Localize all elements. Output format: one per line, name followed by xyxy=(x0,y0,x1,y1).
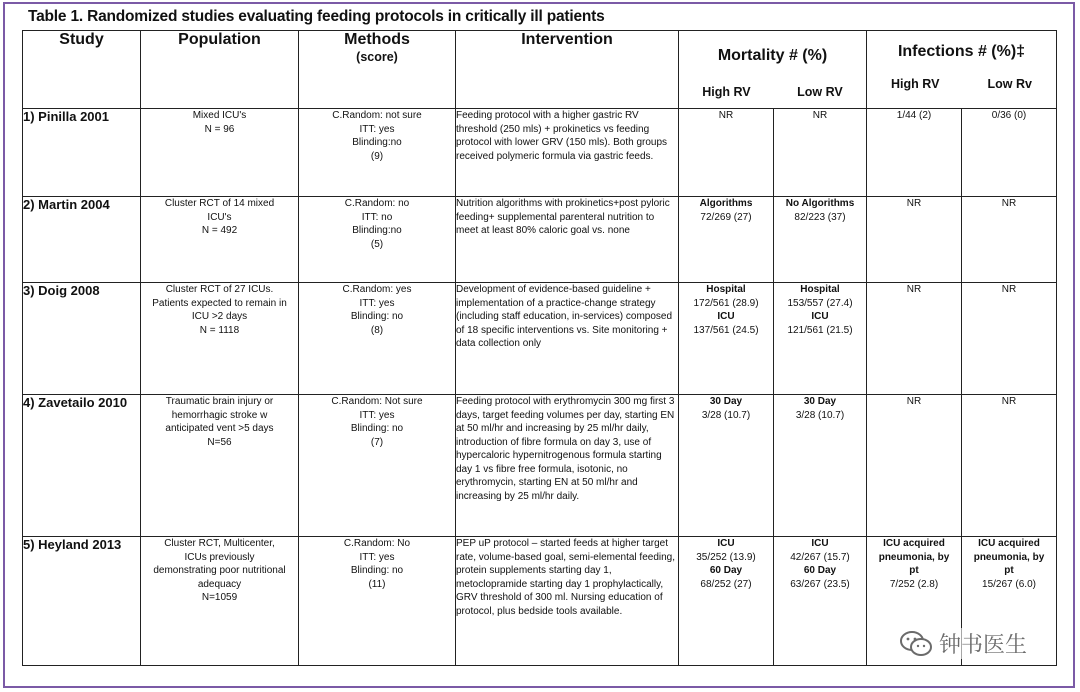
table-row xyxy=(23,109,1057,197)
methods-line: C.Random: Not sure xyxy=(331,396,423,407)
outcome-line: 60 Day xyxy=(709,565,743,576)
population-cell xyxy=(141,395,299,537)
population-line: Cluster RCT of 27 ICUs. xyxy=(165,284,274,295)
header-infections-low-rv: Low Rv xyxy=(987,77,1032,91)
outcome-line: 121/561 (21.5) xyxy=(787,324,853,336)
methods-line: C.Random: yes xyxy=(342,284,412,295)
methods-line: Blinding: no xyxy=(350,423,404,434)
watermark xyxy=(895,628,1031,659)
population-line: hemorrhagic stroke w xyxy=(171,409,268,421)
intervention-cell: PEP uP protocol – started feeds at higher target rate, volume-based goal, semi-elemental feeding, protein supplements starting day 1, metoclopramide starting day 1 prophylactically, GRV threshold of 300 ml. Nursing education of protocol, plus bedside tools available. xyxy=(456,537,679,666)
outcome-line: ICU acquired xyxy=(978,538,1040,549)
header-population: Population xyxy=(141,31,299,109)
outcome-line: 72/269 (27) xyxy=(700,211,752,223)
mortality-low-rv-cell xyxy=(774,197,867,283)
study-cell: 5) Heyland 2013 xyxy=(23,537,141,666)
outcome-line: 15/267 (6.0) xyxy=(982,578,1036,590)
outcome-line: ICU xyxy=(811,311,829,322)
outcome-line: NR xyxy=(1001,396,1017,407)
outcome-line: pt xyxy=(909,565,919,576)
study-cell: 2) Martin 2004 xyxy=(23,197,141,283)
methods-line: Blinding: no xyxy=(350,565,404,576)
infections-high-rv-cell xyxy=(867,283,962,395)
watermark-text: 钟书医生 xyxy=(939,632,1028,657)
header-mortality-group xyxy=(679,31,867,109)
header-study: Study xyxy=(23,31,141,109)
outcome-line: 1/44 (2) xyxy=(896,110,932,121)
outcome-line: NR xyxy=(1001,284,1017,295)
outcome-line: NR xyxy=(718,110,734,121)
population-line: ICU's xyxy=(207,211,232,223)
infections-low-rv-cell xyxy=(962,283,1057,395)
intervention-cell: Development of evidence-based guideline + implementation of a practice-change strategy (including staff education, in-services) composed of 18 specific interventions vs. Site monitoring + data collection only xyxy=(456,283,679,395)
methods-line: ITT: yes xyxy=(359,409,395,421)
outcome-line: NR xyxy=(906,198,922,209)
header-methods-label: Methods xyxy=(344,31,410,48)
outcome-line: 63/267 (23.5) xyxy=(790,578,850,590)
methods-line: (5) xyxy=(370,238,384,250)
outcome-line: 3/28 (10.7) xyxy=(701,409,751,421)
outcome-line: NR xyxy=(906,396,922,407)
outcome-line: 68/252 (27) xyxy=(700,578,752,590)
header-mortality: Mortality # (%) xyxy=(717,47,828,64)
header-mortality-low-rv: Low RV xyxy=(797,85,843,99)
outcome-line: 153/557 (27.4) xyxy=(787,297,853,309)
outcome-line: ICU xyxy=(717,538,735,549)
mortality-low-rv-cell xyxy=(774,537,867,666)
methods-cell xyxy=(299,395,456,537)
methods-line: ITT: yes xyxy=(359,123,395,135)
outcome-line: 30 Day xyxy=(803,396,837,407)
methods-line: (7) xyxy=(370,436,384,448)
outcome-line: 7/252 (2.8) xyxy=(889,578,939,590)
outcome-line: NR xyxy=(812,110,828,121)
population-line: ICUs previously xyxy=(184,551,255,563)
population-cell xyxy=(141,197,299,283)
population-line: N=56 xyxy=(207,436,232,448)
population-line: N = 1118 xyxy=(199,324,240,336)
methods-cell xyxy=(299,109,456,197)
header-infections-high-rv: High RV xyxy=(891,77,940,91)
header-methods xyxy=(299,31,456,109)
header-intervention: Intervention xyxy=(456,31,679,109)
population-line: N = 492 xyxy=(201,225,238,236)
methods-line: Blinding: no xyxy=(350,311,404,322)
outcome-line: 35/252 (13.9) xyxy=(696,551,756,563)
population-line: Cluster RCT, Multicenter, xyxy=(164,538,275,549)
table-row xyxy=(23,197,1057,283)
outcome-line: NR xyxy=(906,284,922,295)
methods-line: (11) xyxy=(368,578,386,590)
table-title: Table 1. Randomized studies evaluating feeding protocols in critically ill patients xyxy=(28,8,605,25)
methods-line: (9) xyxy=(370,150,384,162)
intervention-cell: Nutrition algorithms with prokinetics+post pyloric feeding+ supplemental parenteral nutrition to meet at least 80% caloric goal vs. none xyxy=(456,197,679,283)
mortality-low-rv-cell xyxy=(774,109,867,197)
population-line: Patients expected to remain in xyxy=(152,297,287,309)
infections-low-rv-cell xyxy=(962,109,1057,197)
methods-line: C.Random: no xyxy=(344,198,410,209)
mortality-high-rv-cell xyxy=(679,197,774,283)
study-cell: 3) Doig 2008 xyxy=(23,283,141,395)
population-line: N = 96 xyxy=(204,123,235,135)
study-cell: 4) Zavetailo 2010 xyxy=(23,395,141,537)
outcome-line: 42/267 (15.7) xyxy=(790,551,850,563)
header-mortality-high-rv: High RV xyxy=(702,85,751,99)
population-line: Cluster RCT of 14 mixed xyxy=(164,198,275,209)
outcome-line: ICU xyxy=(811,538,829,549)
methods-cell xyxy=(299,283,456,395)
outcome-line: pt xyxy=(1004,565,1014,576)
methods-line: C.Random: not sure xyxy=(332,110,422,121)
methods-line: C.Random: No xyxy=(343,538,411,549)
header-infections: Infections # (%)‡ xyxy=(897,43,1026,60)
header-methods-score: (score) xyxy=(356,50,398,64)
outcome-line: ICU acquired xyxy=(883,538,945,549)
mortality-low-rv-cell xyxy=(774,283,867,395)
outcome-line: ICU xyxy=(717,311,735,322)
methods-line: Blinding:no xyxy=(352,225,402,236)
study-cell: 1) Pinilla 2001 xyxy=(23,109,141,197)
population-line: Traumatic brain injury or xyxy=(165,396,274,407)
wechat-icon xyxy=(899,630,933,658)
population-line: Mixed ICU's xyxy=(192,110,247,121)
population-cell xyxy=(141,537,299,666)
intervention-cell: Feeding protocol with erythromycin 300 mg first 3 days, target feeding volumes per day, starting EN at 50 ml/hr and increasing by 25 ml/hr daily, introduction of fibre formula on day 3, use of hypercaloric hypernitrogenous formula starting day 1 vs fibre free formula, isotonic, no erythromycin, starting EN at 50 ml/hr and increasing by 25 ml/hr daily. xyxy=(456,395,679,537)
mortality-high-rv-cell xyxy=(679,395,774,537)
infections-low-rv-cell xyxy=(962,197,1057,283)
methods-line: ITT: no xyxy=(361,211,393,223)
infections-high-rv-cell xyxy=(867,109,962,197)
mortality-low-rv-cell xyxy=(774,395,867,537)
population-cell xyxy=(141,109,299,197)
mortality-high-rv-cell xyxy=(679,283,774,395)
outcome-line: 3/28 (10.7) xyxy=(795,409,845,421)
methods-line: ITT: yes xyxy=(359,551,395,563)
outcome-line: pneumonia, by xyxy=(973,551,1045,563)
methods-cell xyxy=(299,197,456,283)
infections-high-rv-cell xyxy=(867,395,962,537)
methods-line: (8) xyxy=(370,324,384,336)
outcome-line: Hospital xyxy=(706,284,746,295)
outcome-line: 137/561 (24.5) xyxy=(693,324,759,336)
outcome-line: 0/36 (0) xyxy=(991,110,1027,121)
population-cell xyxy=(141,283,299,395)
intervention-cell: Feeding protocol with a higher gastric RV threshold (250 mls) + prokinetics vs feeding protocol with lower GRV (150 mls). Both groups received polymeric formula via gastric feeds. xyxy=(456,109,679,197)
outcome-line: NR xyxy=(1001,198,1017,209)
outcome-line: 60 Day xyxy=(803,565,837,576)
outcome-line: 30 Day xyxy=(709,396,743,407)
header-infections-group xyxy=(867,31,1057,109)
outcome-line: Algorithms xyxy=(699,198,753,209)
infections-high-rv-cell xyxy=(867,197,962,283)
outcome-line: 172/561 (28.9) xyxy=(693,297,759,309)
table-row xyxy=(23,395,1057,537)
methods-line: ITT: yes xyxy=(359,297,395,309)
population-line: anticipated vent >5 days xyxy=(165,423,274,434)
outcome-line: 82/223 (37) xyxy=(794,211,846,223)
population-line: demonstrating poor nutritional xyxy=(153,565,286,576)
population-line: N=1059 xyxy=(201,592,238,603)
studies-table xyxy=(22,30,1057,666)
mortality-high-rv-cell xyxy=(679,537,774,666)
mortality-high-rv-cell xyxy=(679,109,774,197)
table-row xyxy=(23,283,1057,395)
outcome-line: No Algorithms xyxy=(785,198,855,209)
population-line: adequacy xyxy=(197,578,242,590)
outcome-line: Hospital xyxy=(800,284,840,295)
population-line: ICU >2 days xyxy=(191,311,248,322)
infections-low-rv-cell xyxy=(962,395,1057,537)
methods-cell xyxy=(299,537,456,666)
methods-line: Blinding:no xyxy=(352,137,402,148)
outcome-line: pneumonia, by xyxy=(878,551,950,563)
